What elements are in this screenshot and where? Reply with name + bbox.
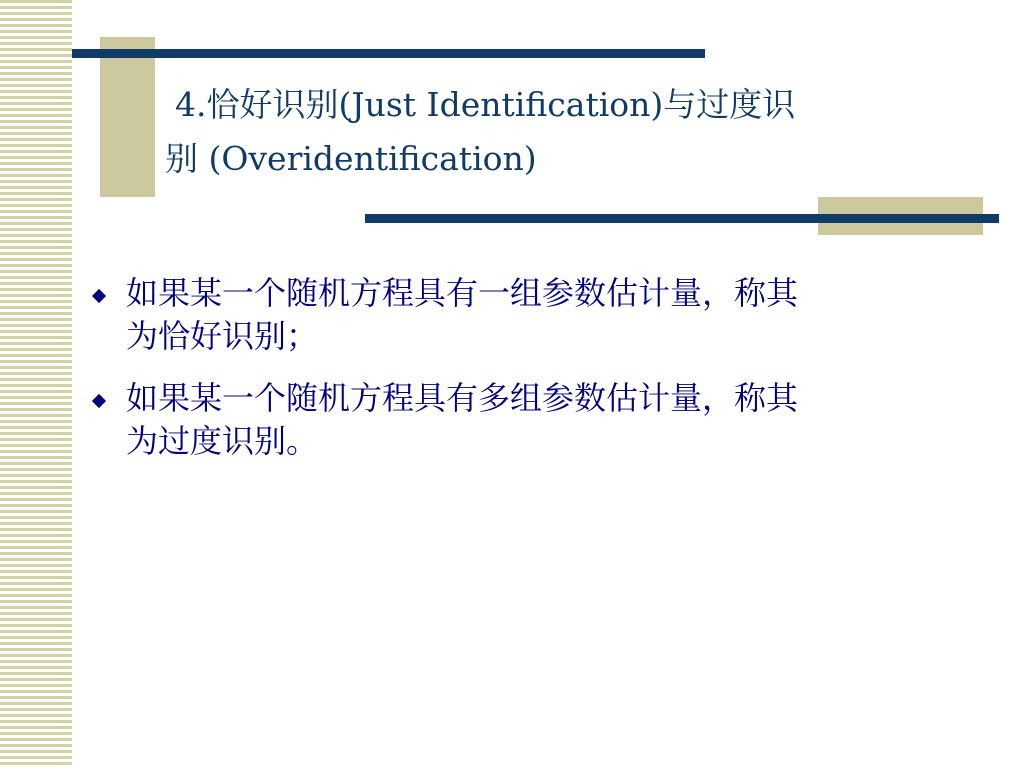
- title-accent-block: [100, 37, 155, 197]
- bullet-item: [90, 272, 990, 358]
- diamond-bullet-icon: [92, 289, 106, 303]
- bullet-list: [90, 272, 990, 482]
- bullet-text-line-2: 为恰好识别；: [126, 317, 319, 355]
- bullet-text-line-2: 为过度识别。: [126, 422, 319, 460]
- slide-title-line-1: 4.恰好识别(Just Identification)与过度识: [175, 85, 796, 124]
- slide-title: [165, 78, 955, 186]
- slide-title-line-2: 别 (Overidentification): [165, 139, 537, 178]
- striped-margin-decoration: [0, 0, 72, 768]
- bullet-text-line-1: 如果某一个随机方程具有一组参数估计量，称其: [126, 274, 799, 312]
- title-top-rule: [72, 49, 705, 58]
- title-bottom-rule: [365, 214, 999, 223]
- diamond-bullet-icon: [92, 394, 106, 408]
- bullet-text-line-1: 如果某一个随机方程具有多组参数估计量，称其: [126, 379, 799, 417]
- bullet-item: [90, 377, 990, 463]
